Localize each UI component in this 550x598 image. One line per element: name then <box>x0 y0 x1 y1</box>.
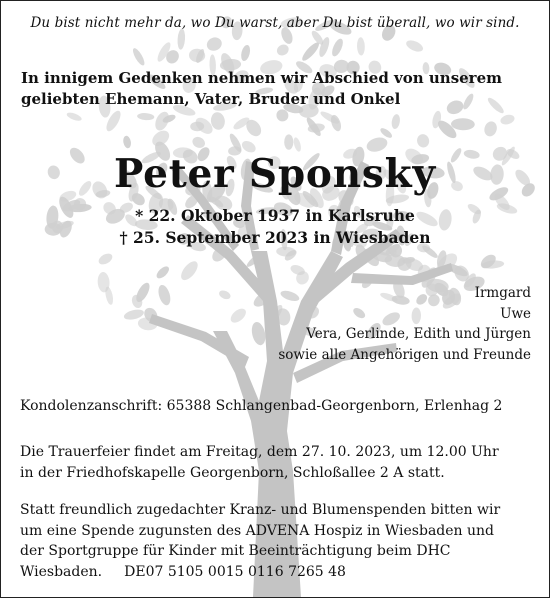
mourners-list <box>131 283 531 365</box>
tree-leaf <box>155 264 172 280</box>
memorial-motto: Du bist nicht mehr da, wo Du warst, aber Du bist überall, wo wir sind. <box>30 15 520 31</box>
funeral-service-info <box>20 442 535 483</box>
tree-leaf <box>300 40 321 63</box>
tree-leaf <box>240 44 252 62</box>
tree-leaf <box>330 37 345 58</box>
bank-iban: DE07 5105 0015 0116 7265 48 <box>124 563 346 580</box>
deceased-name: Peter Sponsky <box>114 151 436 197</box>
donation-line: um eine Spende zugunsten des ADVENA Hospiz in Wiesbaden und <box>20 522 495 539</box>
service-line: in der Friedhofskapelle Georgenborn, Schloßallee 2 A statt. <box>20 464 445 481</box>
tree-leaf <box>131 47 147 67</box>
tree-leaf <box>122 135 132 149</box>
mourner-line: sowie alle Angehörigen und Freunde <box>278 346 531 363</box>
birth-date: * 22. Oktober 1937 in Karlsruhe <box>135 206 415 225</box>
tree-leaf <box>292 137 302 153</box>
donation-city: Wiesbaden. <box>20 563 103 580</box>
tree-leaf <box>499 113 515 126</box>
tree-leaf <box>405 38 425 54</box>
tree-leaf <box>66 111 83 122</box>
intro-text <box>21 68 531 110</box>
tree-leaf <box>284 134 293 149</box>
condolence-address: Kondolenzanschrift: 65388 Schlangenbad-Georgenborn, Erlenhag 2 <box>20 398 503 414</box>
donation-line: Statt freundlich zugedachter Kranz- und Blumenspenden bitten wir <box>20 502 501 518</box>
tree-leaf <box>177 28 186 49</box>
mourner-line: Uwe <box>500 305 531 322</box>
service-line: Die Trauerfeier findet am Freitag, dem 27. 10. 2023, um 12.00 Uhr <box>20 444 499 460</box>
tree-leaf <box>416 133 431 149</box>
mourner-line: Irmgard <box>474 285 531 301</box>
life-dates <box>1 205 549 249</box>
death-date: † 25. September 2023 in Wiesbaden <box>119 228 431 247</box>
tree-leaf <box>357 37 365 55</box>
tree-leaf <box>178 258 201 282</box>
intro-line: In innigem Gedenken nehmen wir Abschied von unserem <box>21 69 502 87</box>
donation-line <box>20 562 535 583</box>
tree-leaf <box>137 113 155 121</box>
tree-leaf <box>205 35 224 53</box>
donation-line: der Sportgruppe für Kinder mit Beeinträchtigung beim DHC <box>20 543 451 559</box>
mourner-line: Vera, Gerlinde, Edith und Jürgen <box>306 326 531 342</box>
tree-leaf <box>451 118 475 130</box>
tree-leaf <box>483 120 499 138</box>
tree-leaf <box>391 114 401 130</box>
donation-request <box>20 500 535 582</box>
tree-leaf <box>275 42 291 57</box>
intro-line: geliebten Ehemann, Vater, Bruder und Onkel <box>21 90 401 108</box>
tree-leaf <box>97 251 114 266</box>
